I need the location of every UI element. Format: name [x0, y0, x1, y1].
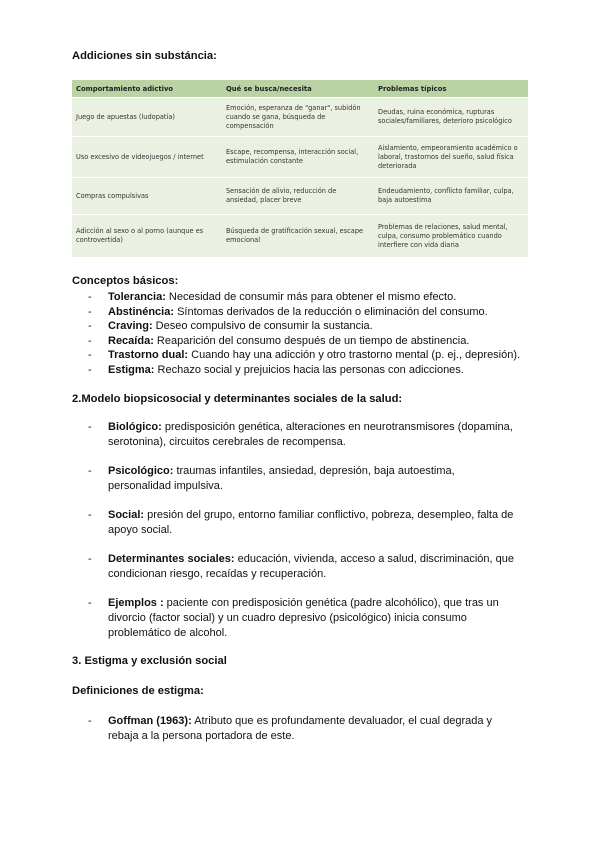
table-header-row — [72, 80, 528, 98]
definition: Reaparición del consumo después de un tiempo de abstinencia. — [153, 334, 470, 347]
definition: Deseo compulsivo de consumir la sustancia. — [152, 320, 373, 333]
table-cell: Juego de apuestas (ludopatía) — [72, 98, 222, 137]
table-cell: Problemas de relaciones, salud mental, culpa, consumo problemático cuando interfiere con vida diaria — [374, 215, 528, 258]
conceptos-list — [88, 290, 538, 378]
list-item — [88, 305, 538, 320]
list-item — [88, 290, 538, 305]
term: Ejemplos : — [108, 597, 164, 609]
list-item — [88, 552, 518, 582]
term: Social: — [108, 509, 145, 521]
table-cell: Endeudamiento, conflicto familiar, culpa, baja autoestima — [374, 178, 528, 215]
table-cell: Deudas, ruina económica, rupturas sociales/familiares, deterioro psicológico — [374, 98, 528, 137]
definition: Necesidad de consumir más para obtener el mismo efecto. — [165, 291, 457, 303]
definition: Cuando hay una adicción y otro trastorno mental (p. ej., depresión). — [188, 349, 521, 362]
term: Psicológico: — [108, 465, 174, 477]
list-item — [88, 319, 538, 334]
bullet-dash: - — [88, 320, 92, 333]
table-header: Problemas típicos — [374, 80, 528, 98]
bullet-dash: - — [88, 349, 92, 362]
table-cell: Uso excesivo de videojuegos / internet — [72, 137, 222, 178]
section-title: Addiciones sin substáncia: — [72, 50, 217, 62]
definition: educación, vivienda, acceso a salud, discriminación, que condicionan riesgo, recaídas y recuperación. — [108, 553, 514, 580]
definition: Síntomas derivados de la reducción o eliminación del consumo. — [174, 305, 488, 318]
list-item — [88, 420, 518, 450]
definition: presión del grupo, entorno familiar conflictivo, pobreza, desempleo, falta de apoyo social. — [108, 509, 514, 536]
table-row — [72, 137, 528, 178]
table-cell: Adicción al sexo o al porno (aunque es controvertida) — [72, 215, 222, 258]
addictions-table — [72, 80, 528, 257]
table-cell: Escape, recompensa, interacción social, estimulación constante — [222, 137, 374, 178]
bullet-dash: - — [88, 509, 92, 521]
definition: predisposición genética, alteraciones en neurotransmisores (dopamina, serotonina), circuitos cerebrales de recompensa. — [108, 421, 513, 448]
bullet-dash: - — [88, 421, 92, 433]
definition: Rechazo social y prejuicios hacia las personas con adicciones. — [154, 363, 464, 376]
table-cell: Emoción, esperanza de "ganar", subidón cuando se gana, búsqueda de compensación — [222, 98, 374, 137]
list-item — [88, 363, 538, 378]
modelo-heading: 2.Modelo biopsicosocial y determinantes sociales de la salud: — [72, 393, 403, 405]
table-cell: Aislamiento, empeoramiento académico o laboral, trastornos del sueño, salud física deteriorada — [374, 137, 528, 178]
term: Craving: — [108, 320, 153, 333]
bullet-dash: - — [88, 715, 92, 727]
list-item — [88, 464, 518, 494]
estigma-subheading: Definiciones de estigma: — [72, 685, 204, 697]
table-cell: Búsqueda de gratificación sexual, escape emocional — [222, 215, 374, 258]
definition: Atributo que es profundamente devaluador, el cual degrada y rebaja a la persona portadora de este. — [108, 715, 493, 742]
list-item — [88, 508, 518, 538]
table-cell: Compras compulsivas — [72, 178, 222, 215]
bullet-dash: - — [88, 597, 92, 609]
list-item — [88, 596, 518, 641]
bullet-dash: - — [88, 553, 92, 565]
term: Recaída: — [108, 334, 154, 347]
term: Tolerancia: — [108, 291, 166, 303]
bullet-dash: - — [88, 465, 92, 477]
term: Estigma: — [108, 363, 155, 376]
list-item — [88, 348, 538, 363]
definition: traumas infantiles, ansiedad, depresión, baja autoestima, personalidad impulsiva. — [108, 465, 455, 492]
term: Biológico: — [108, 421, 162, 433]
bullet-dash: - — [88, 334, 92, 347]
term: Abstinéncia: — [108, 305, 175, 318]
estigma-heading: 3. Estigma y exclusión social — [72, 655, 227, 667]
term: Determinantes sociales: — [108, 553, 235, 565]
table-header: Comportamiento adictivo — [72, 80, 222, 98]
term: Trastorno dual: — [108, 349, 189, 362]
bullet-dash: - — [88, 363, 92, 376]
conceptos-heading: Conceptos básicos: — [72, 275, 179, 287]
table-cell: Sensación de alivio, reducción de ansiedad, placer breve — [222, 178, 374, 215]
table-row — [72, 98, 528, 137]
bullet-dash: - — [88, 291, 92, 303]
bullet-dash: - — [88, 305, 92, 318]
list-item — [88, 714, 518, 744]
table-row — [72, 215, 528, 258]
definition: paciente con predisposición genética (padre alcohólico), que tras un divorcio (factor social) y un cuadro depresivo (psicológico) inicia consumo problemático de alcohol. — [108, 597, 499, 639]
table-row — [72, 178, 528, 215]
table-header: Qué se busca/necesita — [222, 80, 374, 98]
list-item — [88, 334, 538, 349]
term: Goffman (1963): — [108, 715, 192, 727]
